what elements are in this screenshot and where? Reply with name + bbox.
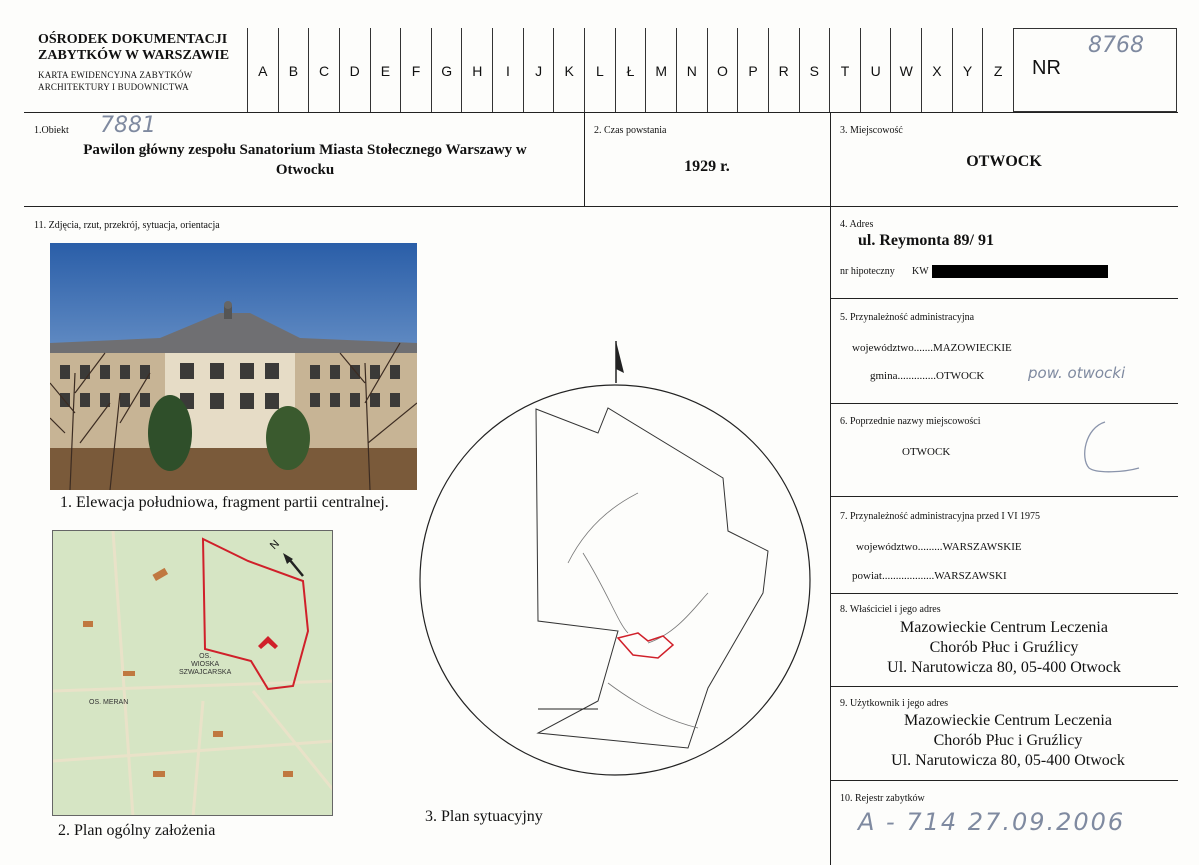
czas-label: 2. Czas powstania [594, 125, 667, 136]
przynaleznosc-label: 5. Przynależność administracyjna [840, 312, 975, 323]
building-photo [50, 243, 417, 490]
letter-cell: U [860, 28, 891, 112]
adres-value: ul. Reymonta 89/ 91 [858, 232, 994, 249]
letter-cell: E [370, 28, 401, 112]
letter-cell: P [737, 28, 768, 112]
letter-cell: D [339, 28, 370, 112]
letter-cell: A [247, 28, 278, 112]
letter-cell: Z [982, 28, 1013, 112]
miejscowosc-value: OTWOCK [966, 153, 1042, 170]
letter-cell: C [308, 28, 339, 112]
card-type-line1: KARTA EWIDENCYJNA ZABYTKÓW [38, 70, 193, 80]
letter-cell: B [278, 28, 309, 112]
caption-photo: 1. Elewacja południowa, fragment partii centralnej. [60, 494, 389, 511]
uzytkownik-line1: Mazowieckie Centrum Leczenia [904, 712, 1112, 729]
uzytkownik-line2: Chorób Płuc i Gruźlicy [933, 732, 1083, 749]
object-name-line2: Otwocku [275, 162, 335, 178]
wlasciciel-address [830, 618, 1178, 678]
letter-cell: O [707, 28, 738, 112]
rejestr-label: 10. Rejestr zabytków [840, 793, 925, 804]
handwritten-mark [1075, 418, 1145, 476]
caption-site-plan: 3. Plan sytuacyjny [425, 808, 543, 825]
letter-cell: I [492, 28, 523, 112]
wlasciciel-line2: Chorób Płuc i Gruźlicy [929, 639, 1079, 656]
redacted-kw [932, 265, 1108, 278]
org-name-line1: OŚRODEK DOKUMENTACJI [38, 32, 228, 47]
letter-cell: N [676, 28, 707, 112]
letter-cell: J [523, 28, 554, 112]
wlasciciel-line3: Ul. Narutowicza 80, 05-400 Otwock [887, 659, 1121, 676]
map-label-wioska: OS. WIOSKA SZWAJCARSKA [179, 653, 232, 676]
czas-value: 1929 r. [684, 158, 730, 175]
uzytkownik-label: 9. Użytkownik i jego adres [840, 698, 949, 709]
poprzednie-label: 6. Poprzednie nazwy miejscowości [840, 416, 981, 427]
letter-cell: Ł [615, 28, 646, 112]
letter-cell: W [890, 28, 921, 112]
obiekt-handwritten-number: 7881 [100, 113, 156, 138]
poprzednie-value: OTWOCK [902, 446, 951, 458]
przed1975-label: 7. Przynależność administracyjna przed I VI 1975 [840, 511, 1041, 522]
wlasciciel-label: 8. Właściciel i jego adres [840, 604, 941, 615]
object-name [30, 140, 580, 180]
zdjecia-label: 11. Zdjęcia, rzut, przekrój, sytuacja, orientacja [34, 220, 220, 231]
rejestr-handwritten: A - 714 27.09.2006 [858, 808, 1126, 836]
nr-box [1013, 28, 1177, 112]
north-label: N [267, 537, 283, 553]
general-plan-map [52, 530, 333, 816]
letter-cell: Y [952, 28, 983, 112]
nr-label: NR [1032, 57, 1061, 79]
uzytkownik-line3: Ul. Narutowicza 80, 05-400 Otwock [891, 752, 1125, 769]
uzytkownik-address [830, 711, 1186, 771]
object-name-line1: Pawilon główny zespołu Sanatorium Miasta Stołecznego Warszawy w [83, 142, 527, 158]
przynaleznosc-wojewodztwo: województwo.......MAZOWIECKIE [852, 342, 1012, 354]
letter-cell: T [829, 28, 860, 112]
map-label-meran: OS. MERAN [89, 699, 129, 706]
letter-cell: S [799, 28, 830, 112]
caption-plan: 2. Plan ogólny założenia [58, 822, 216, 839]
obiekt-label: 1.Obiekt [34, 125, 69, 136]
nr-handwritten: 8768 [1088, 33, 1144, 58]
letter-cell: G [431, 28, 462, 112]
site-plan [418, 383, 812, 777]
letter-cell: F [400, 28, 431, 112]
letter-cell: K [553, 28, 584, 112]
hipoteczny-label: nr hipoteczny [840, 266, 895, 277]
kw-label: KW [912, 266, 929, 277]
przynaleznosc-gmina: gmina..............OTWOCK [870, 370, 985, 382]
letter-cell: R [768, 28, 799, 112]
przed1975-wojewodztwo: województwo.........WARSZAWSKIE [856, 541, 1022, 553]
header-org-block [24, 28, 246, 112]
org-name-line2: ZABYTKÓW W WARSZAWIE [38, 48, 230, 63]
wlasciciel-line1: Mazowieckie Centrum Leczenia [900, 619, 1108, 636]
card-type-line2: ARCHITEKTURY I BUDOWNICTWA [38, 82, 189, 92]
letter-cell: X [921, 28, 952, 112]
adres-label: 4. Adres [840, 219, 874, 230]
przynaleznosc-handwritten: pow. otwocki [1028, 364, 1126, 382]
letter-cell: M [645, 28, 676, 112]
przed1975-powiat: powiat...................WARSZAWSKI [852, 570, 1007, 582]
letter-cell: L [584, 28, 615, 112]
letter-index-row [247, 28, 1013, 112]
letter-cell: H [461, 28, 492, 112]
miejscowosc-label: 3. Miejscowość [840, 125, 903, 136]
